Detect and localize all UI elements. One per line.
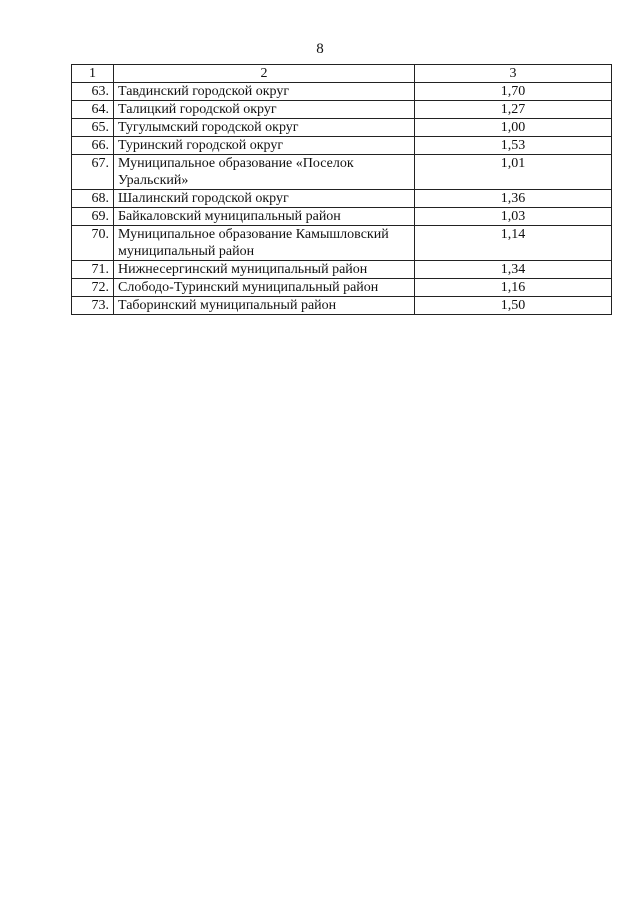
table-row [72, 279, 612, 297]
row-value: 1,03 [415, 208, 612, 226]
row-number: 65. [72, 119, 114, 137]
row-name: Тугулымский городской округ [114, 119, 415, 137]
row-number: 68. [72, 190, 114, 208]
table-row [72, 155, 612, 190]
row-name: Таборинский муниципальный район [114, 297, 415, 315]
row-number: 71. [72, 261, 114, 279]
municipal-coefficients-table [71, 64, 612, 315]
header-cell-number: 1 [72, 65, 114, 83]
row-number: 73. [72, 297, 114, 315]
row-name: Туринский городской округ [114, 137, 415, 155]
row-value: 1,36 [415, 190, 612, 208]
table-row [72, 83, 612, 101]
row-name: Нижнесергинский муниципальный район [114, 261, 415, 279]
row-value: 1,50 [415, 297, 612, 315]
row-name: Слободо-Туринский муниципальный район [114, 279, 415, 297]
table-row [72, 101, 612, 119]
table-header-row [72, 65, 612, 83]
header-cell-value: 3 [415, 65, 612, 83]
row-value: 1,00 [415, 119, 612, 137]
row-value: 1,53 [415, 137, 612, 155]
row-value: 1,14 [415, 226, 612, 261]
row-value: 1,27 [415, 101, 612, 119]
row-number: 67. [72, 155, 114, 190]
row-name: Шалинский городской округ [114, 190, 415, 208]
page-number: 8 [316, 41, 324, 57]
table-row [72, 226, 612, 261]
row-name: Талицкий городской округ [114, 101, 415, 119]
table-row [72, 190, 612, 208]
row-number: 72. [72, 279, 114, 297]
row-name: Тавдинский городской округ [114, 83, 415, 101]
row-number: 64. [72, 101, 114, 119]
row-value: 1,70 [415, 83, 612, 101]
header-cell-name: 2 [114, 65, 415, 83]
row-number: 69. [72, 208, 114, 226]
row-value: 1,34 [415, 261, 612, 279]
row-number: 70. [72, 226, 114, 261]
row-number: 63. [72, 83, 114, 101]
row-value: 1,16 [415, 279, 612, 297]
row-value: 1,01 [415, 155, 612, 190]
table-row [72, 119, 612, 137]
row-name: Муниципальное образование «Поселок Уральский» [114, 155, 415, 190]
row-name: Байкаловский муниципальный район [114, 208, 415, 226]
table-row [72, 297, 612, 315]
row-number: 66. [72, 137, 114, 155]
table-row [72, 261, 612, 279]
table-row [72, 208, 612, 226]
table-row [72, 137, 612, 155]
row-name: Муниципальное образование Камышловский муниципальный район [114, 226, 415, 261]
